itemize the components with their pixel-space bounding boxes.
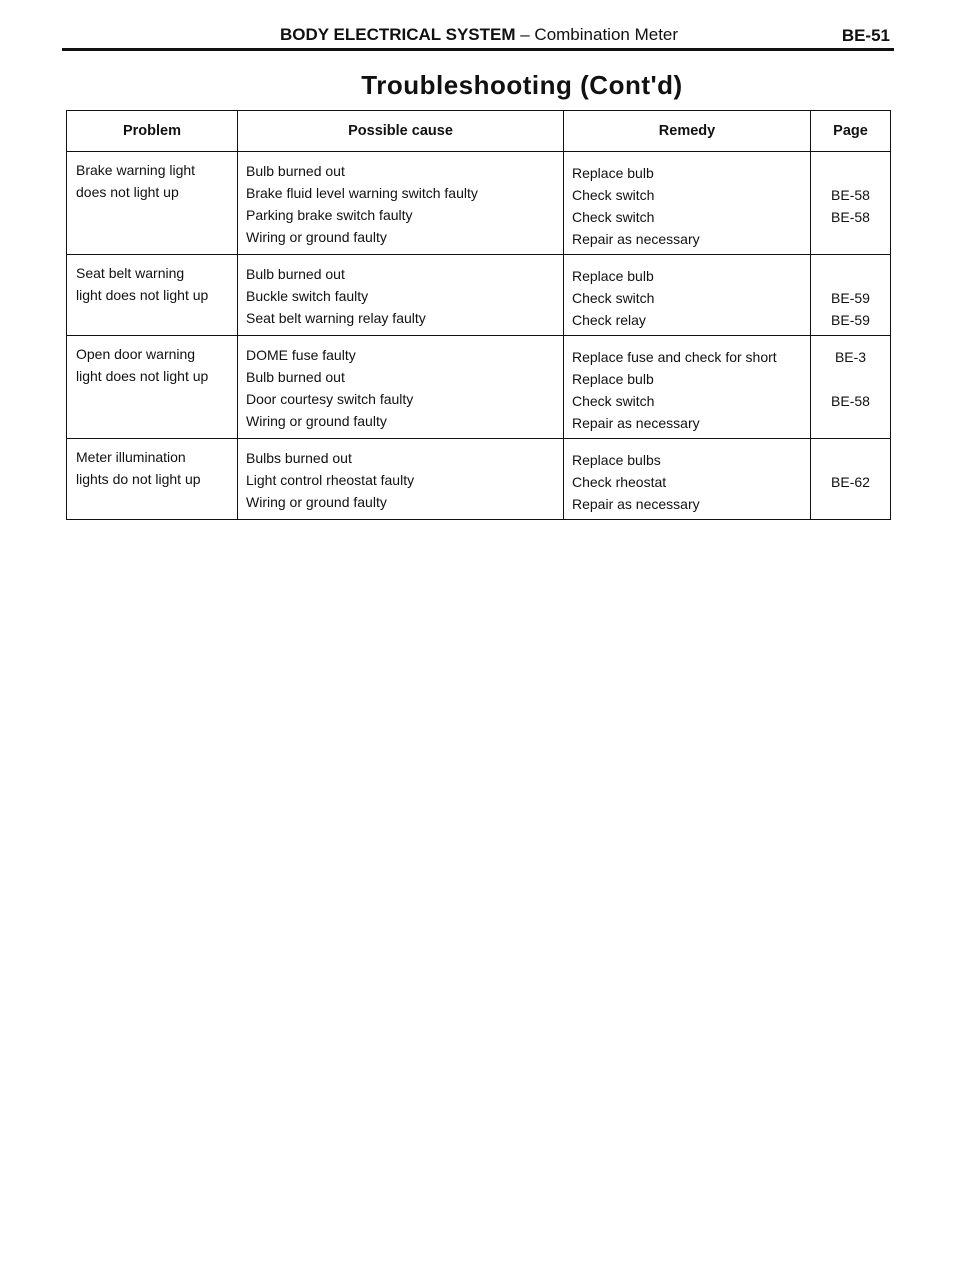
cause-line: Bulb burned out (246, 369, 345, 385)
problem-line: Brake warning light (76, 162, 196, 178)
page-ref (811, 412, 890, 434)
remedy-line: Replace fuse and check for short (572, 349, 777, 365)
page-ref: BE-62 (831, 474, 870, 490)
problem-cell (67, 439, 238, 520)
page-ref: BE-59 (831, 290, 870, 306)
page-ref (811, 162, 890, 184)
remedy-cell (564, 439, 811, 520)
section-title (280, 25, 678, 45)
problem-line: lights do not light up (76, 471, 201, 487)
cause-line: Seat belt warning relay faulty (246, 310, 426, 326)
remedy-line: Repair as necessary (572, 496, 700, 512)
page-ref (811, 368, 890, 390)
problem-line: Seat belt warning (76, 265, 185, 281)
cause-line: Parking brake switch faulty (246, 207, 413, 223)
section-title-subtitle: – Combination Meter (515, 25, 679, 44)
cause-cell (238, 152, 564, 255)
troubleshooting-table (66, 110, 891, 520)
remedy-line: Check switch (572, 187, 655, 203)
table-row (67, 336, 891, 439)
page-ref: BE-3 (834, 349, 867, 365)
page-header (62, 24, 894, 50)
header-divider (62, 48, 894, 51)
page-ref: BE-58 (831, 209, 870, 225)
column-header-problem: Problem (67, 111, 238, 152)
page-title-text: Troubleshooting (Cont'd) (361, 70, 683, 100)
page-ref (811, 493, 890, 515)
page-ref: BE-59 (831, 312, 870, 328)
problem-line: light does not light up (76, 287, 209, 303)
remedy-line: Replace bulbs (572, 452, 661, 468)
remedy-cell (564, 152, 811, 255)
page-ref-cell (811, 439, 891, 520)
page-ref (811, 449, 890, 471)
page-ref: BE-58 (831, 187, 870, 203)
cause-line: Wiring or ground faulty (246, 229, 387, 245)
section-title-bold: BODY ELECTRICAL SYSTEM (280, 25, 516, 44)
page-ref-cell (811, 255, 891, 336)
cause-cell (238, 336, 564, 439)
remedy-line: Replace bulb (572, 371, 654, 387)
problem-cell (67, 336, 238, 439)
cause-line: Door courtesy switch faulty (246, 391, 414, 407)
remedy-line: Check switch (572, 209, 655, 225)
page-title (0, 70, 960, 101)
remedy-cell (564, 255, 811, 336)
page-number: BE-51 (841, 26, 890, 45)
cause-line: DOME fuse faulty (246, 347, 356, 363)
page-ref-cell (811, 152, 891, 255)
cause-cell (238, 439, 564, 520)
column-header-page: Page (811, 111, 891, 152)
table-header-row (67, 111, 891, 152)
cause-line: Bulb burned out (246, 266, 345, 282)
problem-line: light does not light up (76, 368, 209, 384)
remedy-cell (564, 336, 811, 439)
remedy-line: Check relay (572, 312, 646, 328)
remedy-line: Check rheostat (572, 474, 667, 490)
remedy-line: Check switch (572, 290, 655, 306)
page-ref (811, 265, 890, 287)
problem-cell (67, 152, 238, 255)
page-ref: BE-58 (831, 393, 870, 409)
problem-line: does not light up (76, 184, 179, 200)
problem-line: Open door warning (76, 346, 196, 362)
remedy-line: Replace bulb (572, 165, 654, 181)
column-header-possible-cause: Possible cause (238, 111, 564, 152)
table-row (67, 439, 891, 520)
cause-line: Bulb burned out (246, 163, 345, 179)
remedy-line: Replace bulb (572, 268, 654, 284)
remedy-line: Check switch (572, 393, 655, 409)
problem-cell (67, 255, 238, 336)
cause-line: Brake fluid level warning switch faulty (246, 185, 478, 201)
cause-line: Bulbs burned out (246, 450, 352, 466)
cause-line: Wiring or ground faulty (246, 494, 387, 510)
remedy-line: Repair as necessary (572, 415, 700, 431)
page-ref (811, 228, 890, 250)
page-ref-cell (811, 336, 891, 439)
remedy-line: Repair as necessary (572, 231, 700, 247)
cause-line: Wiring or ground faulty (246, 413, 387, 429)
column-header-remedy: Remedy (564, 111, 811, 152)
problem-line: Meter illumination (76, 449, 186, 465)
cause-line: Light control rheostat faulty (246, 472, 415, 488)
table-row (67, 152, 891, 255)
cause-line: Buckle switch faulty (246, 288, 369, 304)
cause-cell (238, 255, 564, 336)
table-row (67, 255, 891, 336)
